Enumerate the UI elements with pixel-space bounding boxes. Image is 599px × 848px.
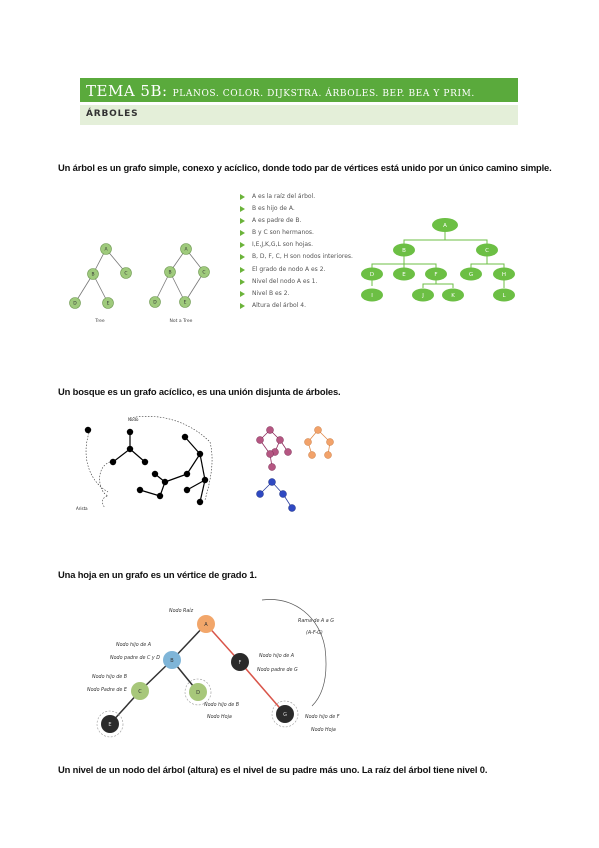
title-rest: PLANOS. COLOR. DIJKSTRA. ÁRBOLES. BEP. BEA Y PRIM. <box>172 89 475 99</box>
bullet-triangle-icon <box>240 291 245 297</box>
svg-text:Nodo Hoja: Nodo Hoja <box>311 728 336 733</box>
svg-text:L: L <box>502 293 506 299</box>
svg-text:A: A <box>184 247 188 253</box>
svg-text:Nodo hijo de A: Nodo hijo de A <box>116 643 151 648</box>
svg-text:A: A <box>204 622 208 628</box>
list-item: I,E,J,K,G,L son hojas. <box>240 241 358 249</box>
svg-text:Rama de A a G: Rama de A a G <box>298 619 334 624</box>
svg-text:J: J <box>422 293 424 299</box>
svg-text:G: G <box>468 272 474 278</box>
svg-text:E: E <box>106 301 110 307</box>
svg-text:Nodo padre de G: Nodo padre de G <box>257 668 298 673</box>
svg-text:D: D <box>369 272 375 278</box>
svg-text:Nodo padre de C y D: Nodo padre de C y D <box>110 656 160 661</box>
leaf-diagram-figure <box>80 598 375 750</box>
tree-properties-list <box>240 193 358 314</box>
svg-text:(A-F-G): (A-F-G) <box>306 631 323 636</box>
page-title <box>86 81 475 100</box>
svg-text:F: F <box>434 272 438 278</box>
list-item: A es la raíz del árbol. <box>240 193 358 201</box>
bullet-triangle-icon <box>240 206 245 212</box>
forest-arista-label: Arista <box>76 506 88 511</box>
svg-text:A: A <box>443 223 447 229</box>
svg-text:D: D <box>153 300 157 306</box>
svg-text:E: E <box>183 300 187 306</box>
title-main: TEMA 5B: <box>86 82 168 100</box>
list-item: B, D, F, C, H son nodos interiores. <box>240 253 358 261</box>
svg-text:C: C <box>485 248 489 254</box>
svg-text:I: I <box>371 293 373 299</box>
big-tree-figure <box>355 212 530 307</box>
bullet-triangle-icon <box>240 242 245 248</box>
forest-black-figure <box>70 412 220 517</box>
svg-text:D: D <box>196 690 200 696</box>
list-item: A es padre de B. <box>240 217 358 225</box>
bullet-triangle-icon <box>240 254 245 260</box>
svg-text:Nodo Padre de E: Nodo Padre de E <box>87 688 127 693</box>
list-item: B y C son hermanos. <box>240 229 358 237</box>
svg-text:A: A <box>104 247 108 253</box>
svg-text:H: H <box>501 272 507 278</box>
svg-text:B: B <box>170 658 174 664</box>
svg-text:B: B <box>168 270 172 276</box>
svg-text:K: K <box>451 293 455 299</box>
forest-colored-figure <box>250 420 340 515</box>
list-item: B es hijo de A. <box>240 205 358 213</box>
list-item: El grado de nodo A es 2. <box>240 266 358 274</box>
svg-text:G: G <box>283 712 287 718</box>
svg-text:E: E <box>108 722 112 728</box>
svg-text:B: B <box>402 248 406 254</box>
svg-text:E: E <box>402 272 406 278</box>
svg-text:Nodo hijo de B: Nodo hijo de B <box>204 703 240 708</box>
svg-text:C: C <box>202 270 206 276</box>
list-item: Nivel B es 2. <box>240 290 358 298</box>
list-item: Nivel del nodo A es 1. <box>240 278 358 286</box>
bullet-triangle-icon <box>240 218 245 224</box>
svg-text:D: D <box>73 301 77 307</box>
section-title: ÁRBOLES <box>86 109 139 119</box>
svg-text:B: B <box>91 272 95 278</box>
paragraph-tree-definition: Un árbol es un grafo simple, conexo y acíclico, donde todo par de vértices está unido por un único camino simple. <box>58 162 552 173</box>
bullet-triangle-icon <box>240 267 245 273</box>
tree-vs-not-tree-figure <box>60 238 220 328</box>
svg-text:C: C <box>138 689 142 695</box>
paragraph-level-definition: Un nivel de un nodo del árbol (altura) es el nivel de su padre más uno. La raíz del árbol tiene nivel 0. <box>58 764 488 775</box>
svg-text:Nodo hijo de A: Nodo hijo de A <box>259 654 294 659</box>
svg-text:Nodo hijo de B: Nodo hijo de B <box>92 675 128 680</box>
paragraph-leaf-definition: Una hoja en un grafo es un vértice de grado 1. <box>58 569 257 580</box>
bullet-triangle-icon <box>240 279 245 285</box>
svg-text:C: C <box>124 271 128 277</box>
svg-text:F: F <box>238 660 242 666</box>
bullet-triangle-icon <box>240 303 245 309</box>
svg-text:Nodo Hoja: Nodo Hoja <box>207 715 232 720</box>
forest-nodo-label: Nodo <box>128 417 139 422</box>
bullet-triangle-icon <box>240 230 245 236</box>
svg-text:Nodo Raíz: Nodo Raíz <box>169 609 194 614</box>
list-item: Altura del árbol 4. <box>240 302 358 310</box>
not-tree-caption: Not a Tree <box>169 319 193 324</box>
svg-text:Nodo hijo de F: Nodo hijo de F <box>305 715 340 720</box>
tree-caption: Tree <box>95 319 105 324</box>
bullet-triangle-icon <box>240 194 245 200</box>
paragraph-forest-definition: Un bosque es un grafo acíclico, es una unión disjunta de árboles. <box>58 386 341 397</box>
subheader-bar <box>80 105 518 125</box>
